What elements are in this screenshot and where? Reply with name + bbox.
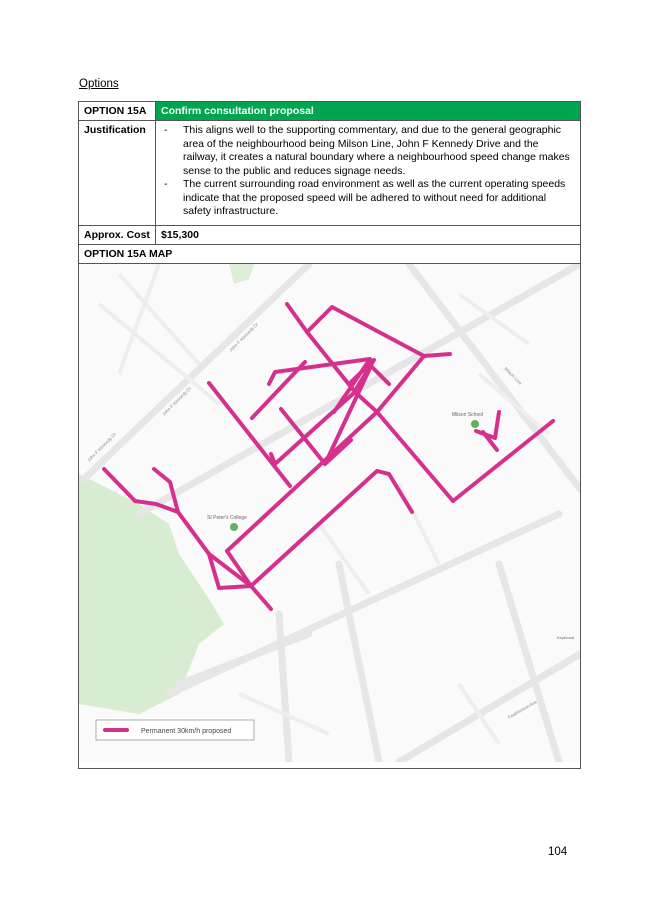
map-pin-icon [230,523,238,531]
map-title: OPTION 15A MAP [79,244,581,263]
justification-list [161,124,575,219]
street-label: John F Kennedy Dr [161,385,193,417]
justification-bullet: - This aligns well to the supporting commentary, and due to the general geographic area of the neighbourhood being Milson Line, John F Kennedy Drive and the railway, it creates a natural boundary where a neighbourhood speed change makes sense to the public and reduces signage needs. [161,124,575,178]
justification-cell [156,121,581,226]
street-label: John F Kennedy Dr [86,431,118,463]
justification-row [79,121,581,226]
cost-label: Approx. Cost [79,225,156,244]
place-label: St Peter's College [207,514,247,521]
justification-label: Justification [79,121,156,226]
place-label: Milson School [452,411,484,418]
justification-bullet: - The current surrounding road environment as well as the current operating speeds indicate that the proposed speed will be adhered to without need for additional safety infrastructure. [161,178,575,219]
cost-row [79,225,581,244]
map-row [79,263,581,768]
option-table [78,101,581,769]
cost-value: $15,300 [156,225,581,244]
legend-label: Permanent 30km/h proposed [141,727,232,735]
street-label: John F Kennedy Dr [228,321,260,353]
map-legend [96,720,254,740]
map-pin-icon [471,420,479,428]
map-cell [79,263,581,768]
map-title-row [79,244,581,263]
option-label: OPTION 15A [79,102,156,121]
option-map [79,264,580,762]
option-header-row [79,102,581,121]
page-number: 104 [548,846,568,858]
place-label: Keyboard [557,634,575,640]
street-label: Featherston Ave [507,698,538,720]
options-heading: Options [79,78,119,90]
street-label: Milson Line [503,365,523,386]
option-title: Confirm consultation proposal [156,102,581,121]
